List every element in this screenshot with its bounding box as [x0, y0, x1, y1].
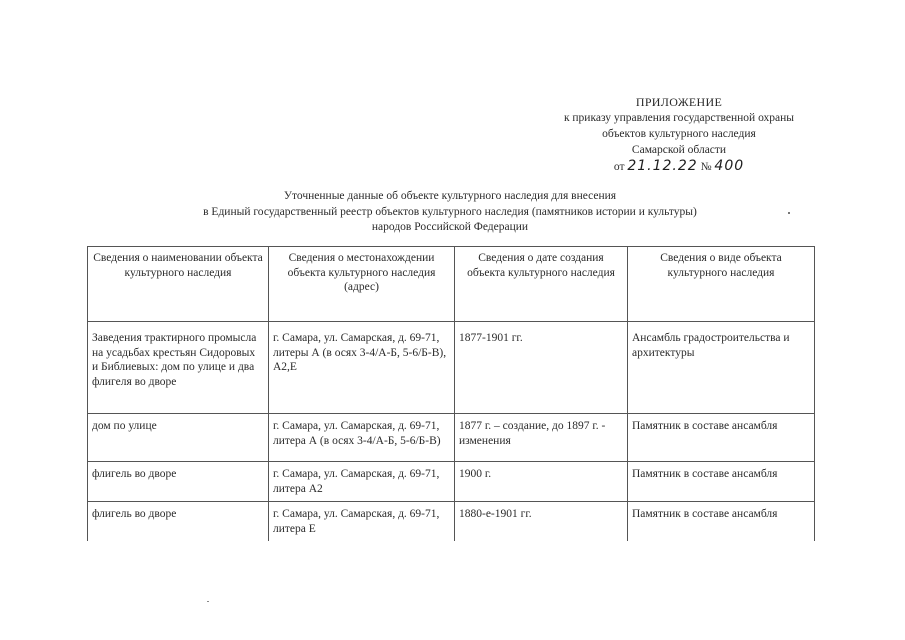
- number-sign: №: [700, 161, 712, 173]
- cell-kind: Ансамбль градостроительства и архитектуры: [628, 322, 815, 414]
- approval-line-objects: объектов культурного наследия: [602, 128, 756, 140]
- cell-name: флигель во дворе: [88, 502, 269, 542]
- approval-date-line: [520, 158, 838, 175]
- heritage-table: [87, 246, 815, 541]
- handwritten-number: 400: [714, 158, 745, 174]
- cell-name: Заведения трактирного промысла на усадьбах крестьян Сидоровых и Библиевых: дом по улице и два флигеля во дворе: [88, 322, 269, 414]
- cell-name: флигель во дворе: [88, 462, 269, 502]
- heading-line-2: в Единый государственный реестр объектов культурного наследия (памятников истории и культуры): [203, 205, 697, 218]
- date-prefix: от: [613, 161, 625, 173]
- appendix-title: ПРИЛОЖЕНИЕ: [635, 95, 723, 109]
- table-row: [88, 414, 815, 462]
- scan-dot: [788, 212, 790, 214]
- header-date: Сведения о дате создания объекта культурного наследия: [455, 247, 628, 322]
- scan-mark: [207, 601, 209, 602]
- handwritten-date: 21.12.22: [627, 158, 698, 174]
- cell-kind: Памятник в составе ансамбля: [628, 502, 815, 542]
- table-header-row: [88, 247, 815, 322]
- approval-block: [520, 94, 838, 175]
- header-address: Сведения о местонахождении объекта культурного наследия (адрес): [269, 247, 455, 322]
- heading-line-1: Уточненные данные об объекте культурного наследия для внесения: [283, 190, 617, 202]
- cell-date: 1900 г.: [455, 462, 628, 502]
- cell-name: дом по улице: [88, 414, 269, 462]
- table-row: [88, 462, 815, 502]
- heading-line-3: народов Российской Федерации: [371, 221, 529, 233]
- header-name: Сведения о наименовании объекта культурного наследия: [88, 247, 269, 322]
- approval-line-region: Самарской области: [631, 144, 727, 156]
- approval-line-order: к приказу управления государственной охраны: [563, 112, 795, 124]
- cell-address: г. Самара, ул. Самарская, д. 69-71, литеры А (в осях 3-4/А-Б, 5-6/Б-В), А2,Е: [269, 322, 455, 414]
- header-kind: Сведения о виде объекта культурного наследия: [628, 247, 815, 322]
- cell-date: 1880-е-1901 гг.: [455, 502, 628, 542]
- cell-kind: Памятник в составе ансамбля: [628, 414, 815, 462]
- cell-date: 1877 г. – создание, до 1897 г. - изменения: [455, 414, 628, 462]
- cell-address: г. Самара, ул. Самарская, д. 69-71, литера А (в осях 3-4/А-Б, 5-6/Б-В): [269, 414, 455, 462]
- cell-date: 1877-1901 гг.: [455, 322, 628, 414]
- cell-kind: Памятник в составе ансамбля: [628, 462, 815, 502]
- table-row: [88, 502, 815, 542]
- table-row: [88, 322, 815, 414]
- document-heading: [150, 189, 750, 236]
- cell-address: г. Самара, ул. Самарская, д. 69-71, литера Е: [269, 502, 455, 542]
- cell-address: г. Самара, ул. Самарская, д. 69-71, литера А2: [269, 462, 455, 502]
